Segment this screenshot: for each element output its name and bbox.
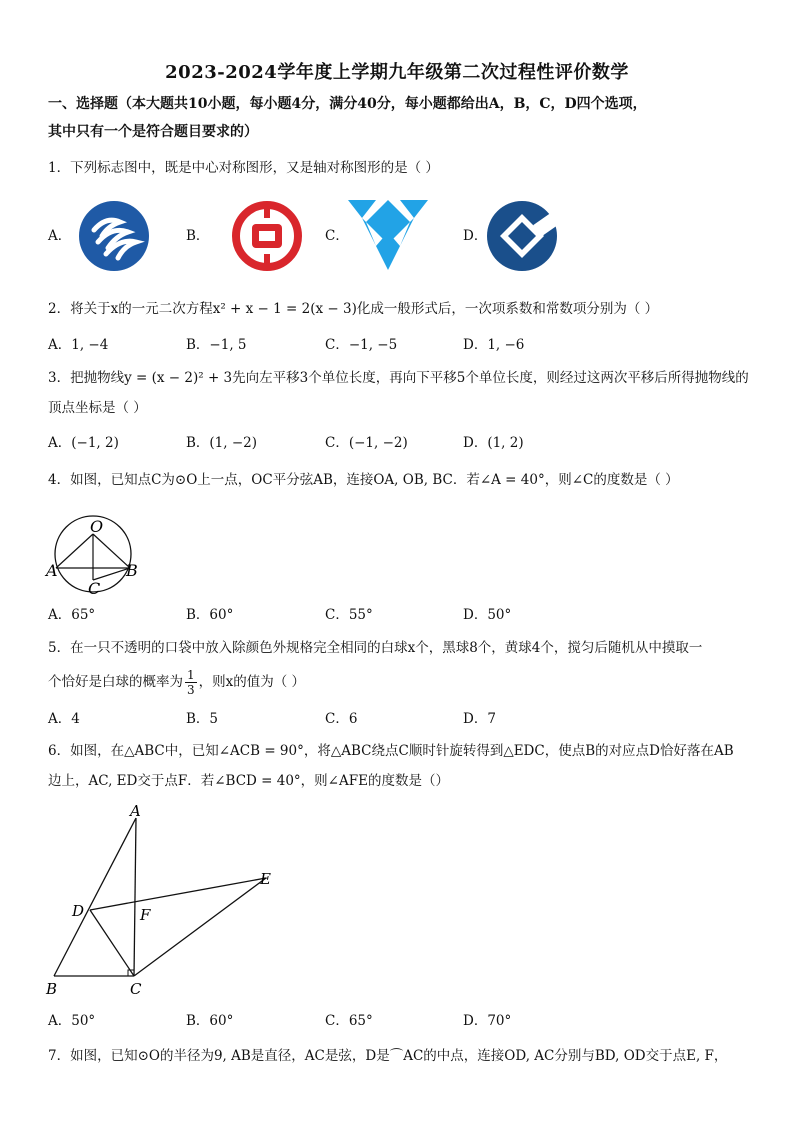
question-5-stem-line1: 5．在一只不透明的口袋中放入除颜色外规格完全相同的白球x个，黑球8个，黄球4个，搅匀后随机从中摸取一 bbox=[48, 640, 703, 656]
q3-option-a: A．(−1, 2) bbox=[48, 435, 119, 451]
question-3-stem-line1: 3．把抛物线y = (x − 2)² + 3先向左平移3个单位长度，再向下平移5个单位长度，则经过这两次平移后所得抛物线的 bbox=[48, 370, 749, 386]
q2-option-a: A．1, −4 bbox=[48, 337, 109, 353]
q5-line2-post: ，则x的值为（ ） bbox=[198, 674, 306, 690]
q1-option-a: A． bbox=[48, 228, 72, 244]
section-heading-line2: 其中只有一个是符合题目要求的） bbox=[48, 124, 258, 140]
question-6-stem-line2: 边上，AC, ED交于点F．若∠BCD = 40°，则∠AFE的度数是（） bbox=[48, 773, 449, 789]
bank-of-china-logo-icon bbox=[231, 200, 303, 272]
question-2-stem: 2．将关于x的一元二次方程x² + x − 1 = 2(x − 3)化成一般形式后，一次项系数和常数项分别为（ ） bbox=[48, 301, 659, 317]
q4-label-c: C bbox=[88, 579, 101, 598]
diamond-v-logo-icon bbox=[346, 198, 430, 272]
q3-option-c: C．(−1, −2) bbox=[325, 435, 408, 451]
q4-circle-figure bbox=[44, 514, 144, 598]
question-1-stem: 1．下列标志图中，既是中心对称图形，又是轴对称图形的是（ ） bbox=[48, 160, 439, 176]
q6-label-a: A bbox=[130, 802, 141, 820]
q6-option-a: A．50° bbox=[48, 1013, 96, 1029]
question-6-stem-line1: 6．如图，在△ABC中，已知∠ACB = 90°，将△ABC绕点C顺时针旋转得到△EDC，使点B的对应点D恰好落在AB bbox=[48, 743, 734, 759]
section-heading-line1: 一、选择题（本大题共10小题，每小题4分，满分40分，每小题都给出A，B，C，D四个选项， bbox=[48, 96, 647, 112]
q5-option-b: B．5 bbox=[186, 711, 219, 727]
q6-triangle-figure bbox=[40, 802, 290, 1002]
q5-option-a: A．4 bbox=[48, 711, 80, 727]
q2-option-b: B．−1, 5 bbox=[186, 337, 247, 353]
q5-line2-pre: 个恰好是白球的概率为 bbox=[48, 674, 183, 690]
q5-fraction bbox=[185, 668, 197, 697]
question-4-stem: 4．如图，已知点C为⊙O上一点，OC平分弦AB，连接OA, OB, BC．若∠A = 40°，则∠C的度数是（ ） bbox=[48, 472, 679, 488]
q4-label-b: B bbox=[126, 561, 138, 580]
question-3-stem-line2: 顶点坐标是（ ） bbox=[48, 400, 147, 416]
q5-option-d: D．7 bbox=[463, 711, 496, 727]
q4-label-a: A bbox=[46, 561, 58, 580]
q6-option-c: C．65° bbox=[325, 1013, 373, 1029]
q3-option-b: B．(1, −2) bbox=[186, 435, 258, 451]
q6-label-d: D bbox=[72, 902, 85, 920]
q6-option-d: D．70° bbox=[463, 1013, 512, 1029]
q4-option-c: C．55° bbox=[325, 607, 373, 623]
q6-label-f: F bbox=[140, 906, 151, 924]
q2-option-d: D．1, −6 bbox=[463, 337, 525, 353]
q4-option-d: D．50° bbox=[463, 607, 512, 623]
ccb-logo-icon bbox=[486, 200, 562, 272]
question-7-stem: 7．如图，已知⊙O的半径为9, AB是直径，AC是弦，D是⌒AC的中点，连接OD, AC分别与BD, OD交于点E, F， bbox=[48, 1048, 728, 1064]
q5-fraction-denominator: 3 bbox=[187, 683, 195, 697]
page-title: 2023-2024学年度上学期九年级第二次过程性评价数学 bbox=[165, 62, 629, 83]
q5-fraction-numerator: 1 bbox=[187, 668, 195, 682]
q4-option-b: B．60° bbox=[186, 607, 234, 623]
q1-option-d: D． bbox=[463, 228, 488, 244]
q4-option-a: A．65° bbox=[48, 607, 96, 623]
q4-label-o: O bbox=[90, 517, 104, 536]
q2-option-c: C．−1, −5 bbox=[325, 337, 398, 353]
q6-label-e: E bbox=[260, 870, 271, 888]
q6-label-b: B bbox=[46, 980, 58, 998]
question-5-stem-line2 bbox=[48, 668, 760, 697]
q3-option-d: D．(1, 2) bbox=[463, 435, 524, 451]
q6-option-b: B．60° bbox=[186, 1013, 234, 1029]
q6-label-c: C bbox=[130, 980, 142, 998]
q1-option-b: B． bbox=[186, 228, 210, 244]
q1-option-c: C． bbox=[325, 228, 349, 244]
q5-option-c: C．6 bbox=[325, 711, 358, 727]
china-mobile-logo-icon bbox=[78, 200, 150, 272]
